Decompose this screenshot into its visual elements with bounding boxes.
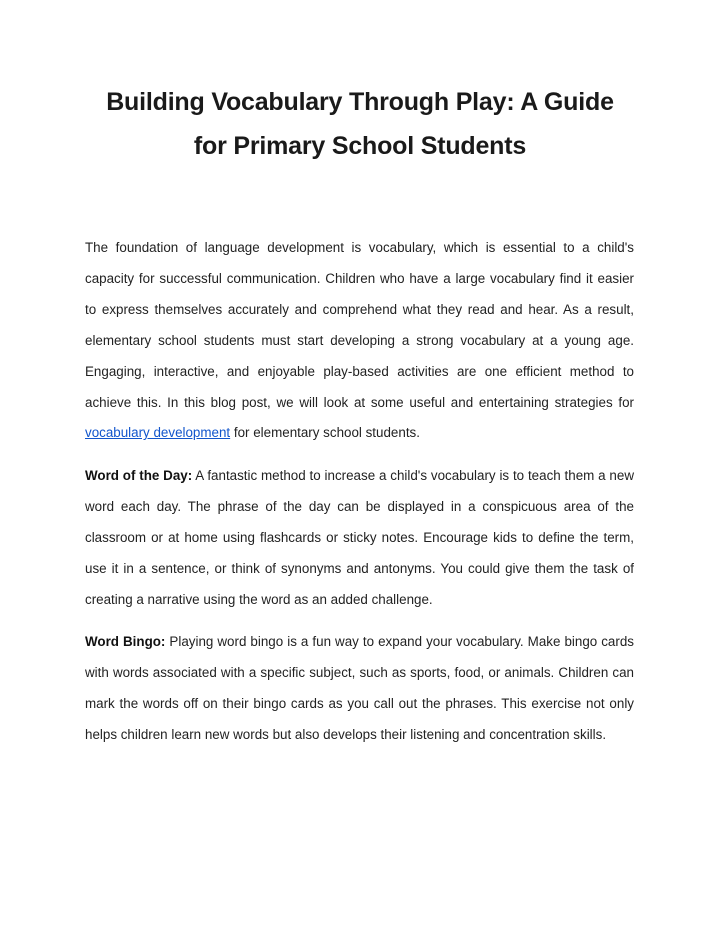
intro-paragraph bbox=[85, 233, 634, 449]
word-of-the-day-term: Word of the Day: bbox=[85, 468, 193, 483]
word-bingo-paragraph bbox=[85, 627, 634, 751]
word-of-the-day-paragraph bbox=[85, 461, 634, 616]
title-line-1: Building Vocabulary Through Play: A Guide bbox=[106, 88, 614, 116]
word-bingo-text: Playing word bingo is a fun way to expand your vocabulary. Make bingo cards with words associated with a specific subject, such as sports, food, or animals. Children can mark the words off on their bingo cards as you call out the phrases. This exercise not only helps children learn new words but also develops their listening and concentration skills. bbox=[85, 634, 634, 742]
intro-text-after-link: for elementary school students. bbox=[230, 425, 420, 441]
vocabulary-development-link[interactable]: vocabulary development bbox=[85, 425, 231, 441]
intro-text-before-link: The foundation of language development is vocabulary, which is essential to a child's capacity for successful communication. Children who have a large vocabulary find it easier to express themselves accurately and comprehend what they read and hear. As a result, elementary school students must start developing a strong vocabulary at a young age. Engaging, interactive, and enjoyable play-based activities are one efficient method to achieve this. In this blog post, we will look at some useful and entertaining strategies for bbox=[85, 240, 634, 410]
word-of-the-day-text: A fantastic method to increase a child's vocabulary is to teach them a new word each day. The phrase of the day can be displayed in a conspicuous area of the classroom or at home using flashcards or sticky notes. Encourage kids to define the term, use it in a sentence, or think of synonyms and antonyms. You could give them the task of creating a narrative using the word as an added challenge. bbox=[85, 468, 634, 607]
page-title bbox=[70, 80, 650, 168]
title-line-2: for Primary School Students bbox=[193, 132, 527, 160]
word-bingo-term: Word Bingo: bbox=[85, 634, 166, 649]
